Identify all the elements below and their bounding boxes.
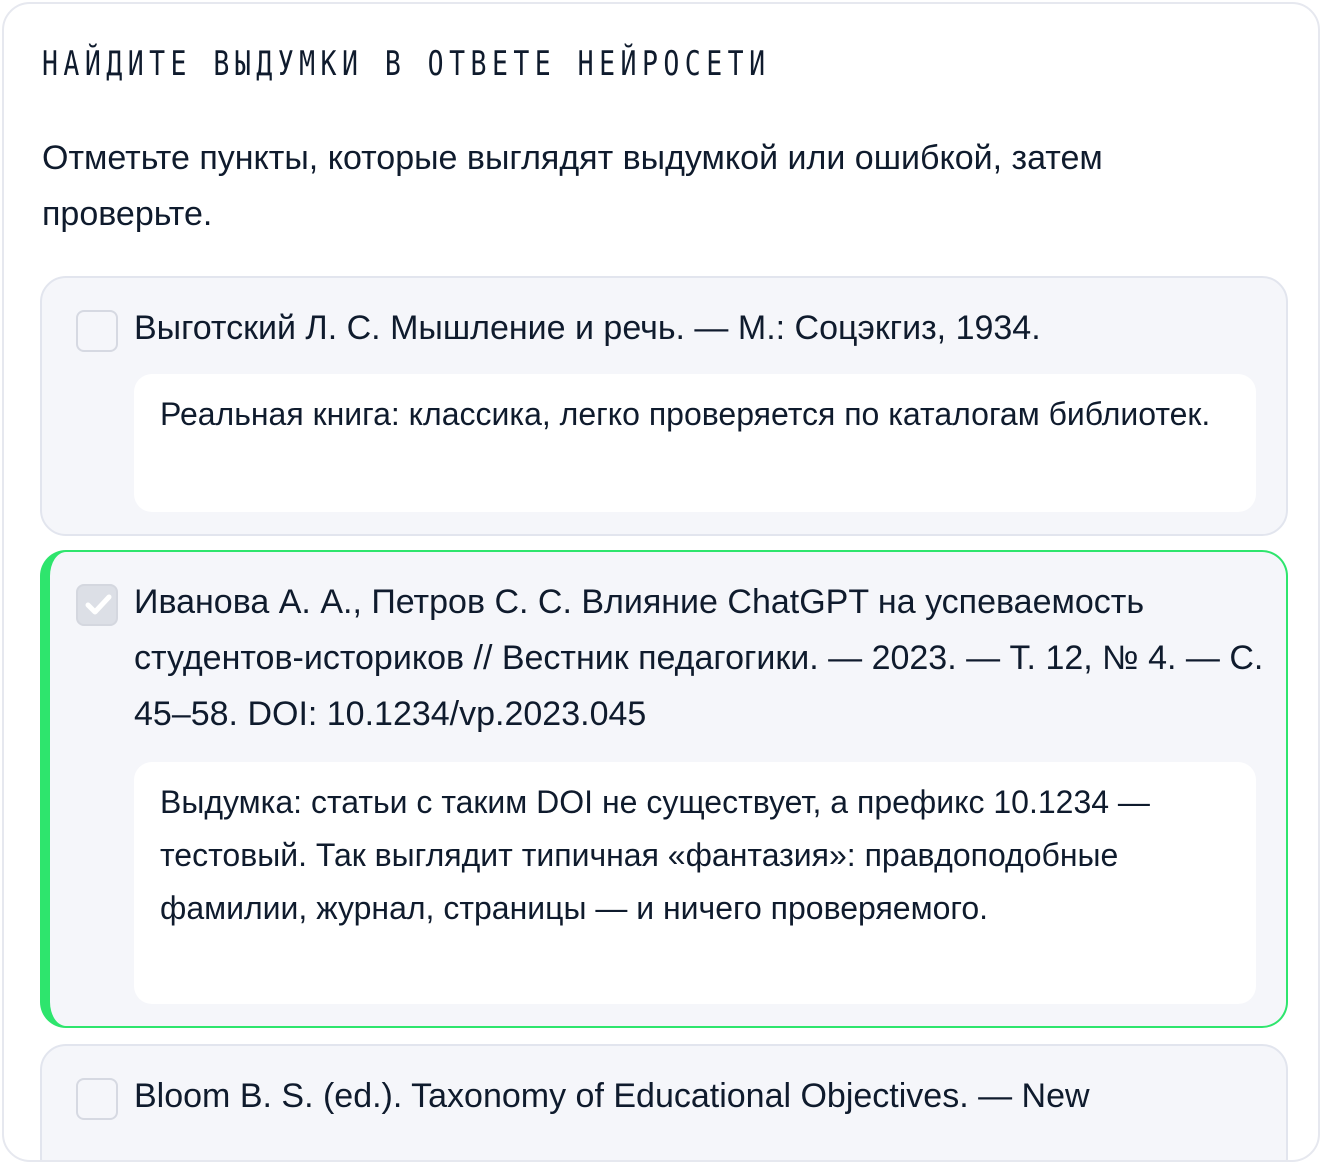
item-checkbox[interactable] xyxy=(76,1078,118,1120)
reference-text: Выготский Л. С. Мышление и речь. — М.: Соцэкгиз, 1934. xyxy=(134,309,1041,347)
item-checkbox-checked[interactable] xyxy=(76,584,118,626)
explanation-note: Выдумка: статьи с таким DOI не существует, а префикс 10.1234 — тестовый. Так выглядит типичная «фантазия»: правдоподобные фамилии, журнал, страницы — и ничего проверяемого. xyxy=(134,762,1256,1004)
quiz-instructions: Отметьте пункты, которые выглядят выдумкой или ошибкой, затем проверьте. xyxy=(42,139,1103,233)
reference-text: Bloom B. S. (ed.). Taxonomy of Educational Objectives. — New xyxy=(134,1077,1090,1115)
quiz-card xyxy=(2,2,1320,1162)
reference-item[interactable] xyxy=(40,1044,1288,1162)
reference-text: Иванова А. А., Петров С. С. Влияние ChatGPT на успеваемость студентов-историков // Вестник педагогики. — 2023. — Т. 12, № 4. — С. 45–58. DOI: 10.1234/vp.2023.045 xyxy=(134,583,1264,733)
item-checkbox[interactable] xyxy=(76,310,118,352)
quiz-title: НАЙДИТЕ ВЫДУМКИ В ОТВЕТЕ НЕЙРОСЕТИ xyxy=(42,44,771,84)
checkmark-icon xyxy=(82,588,114,620)
reference-item-selected[interactable] xyxy=(40,550,1288,1028)
explanation-note: Реальная книга: классика, легко проверяется по каталогам библиотек. xyxy=(134,374,1256,512)
reference-item[interactable] xyxy=(40,276,1288,536)
